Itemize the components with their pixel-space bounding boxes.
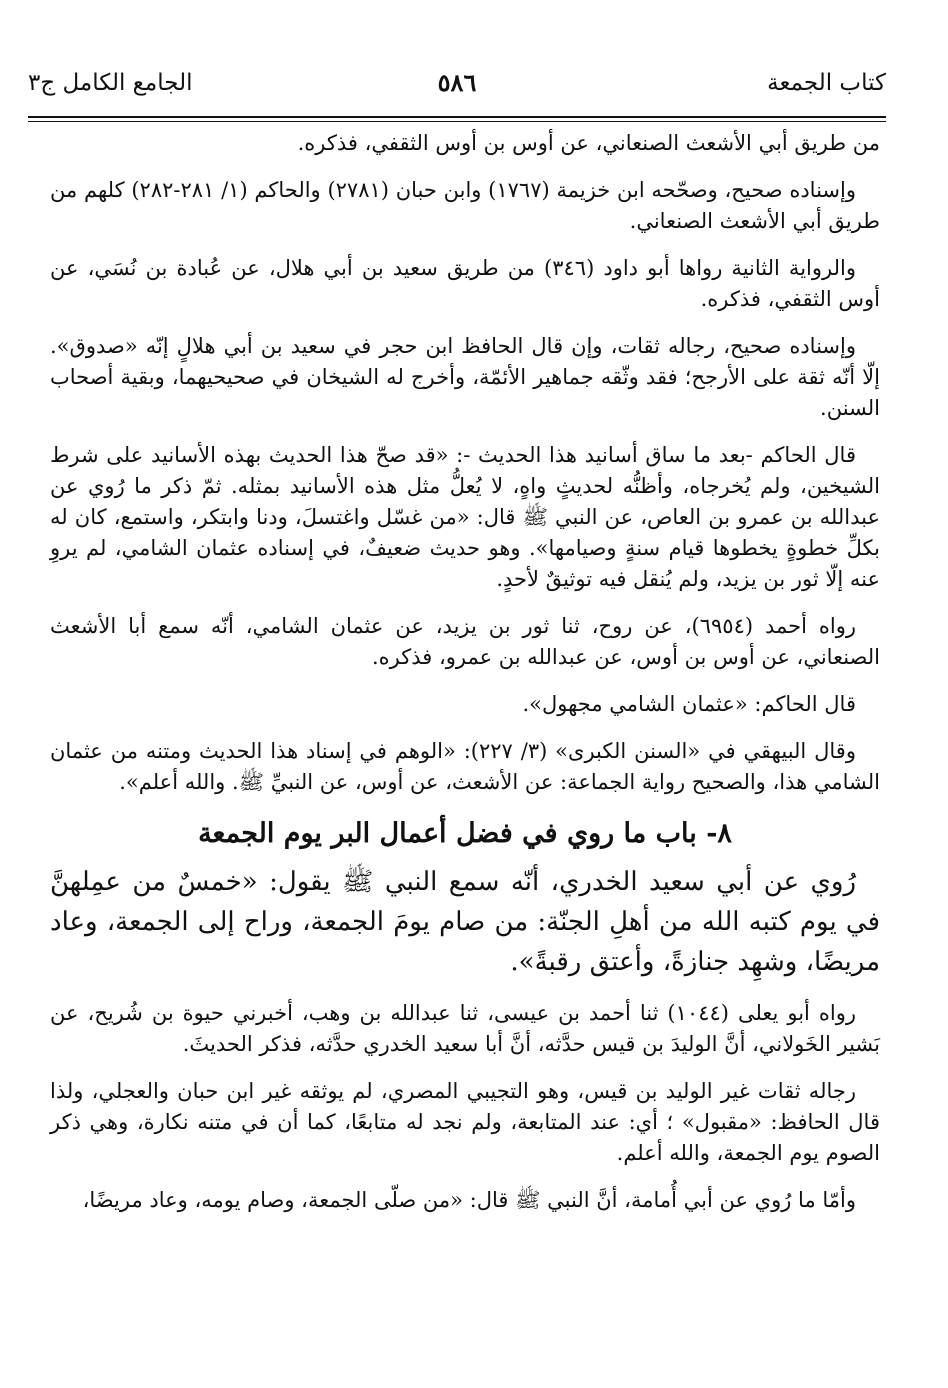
book-title: الجامع الكامل ج٣ (28, 70, 193, 96)
section-heading: ٨- باب ما روي في فضل أعمال البر يوم الجمعة (198, 818, 732, 849)
paragraph: وإسناده صحيح، رجاله ثقات، وإن قال الحافظ ابن حجر في سعيد بن أبي هلالٍ إنّه «صدوق». إلّا أنّه ثقة على الأرجح؛ فقد وثّقه جماهير الأئمّة، وأخرج له الشيخان في صحيحيهما، وبقية أصحاب السنن. (50, 334, 880, 420)
paragraph: رواه أحمد (٦٩٥٤)، عن روح، ثنا ثور بن يزيد، عن عثمان الشامي، أنّه سمع أبا الأشعث الصنعاني، عن أوس بن أوس، عن عبدالله بن عمرو، فذكره. (50, 614, 880, 669)
paragraph: قال الحاكم: «عثمان الشامي مجهول». (522, 692, 856, 716)
hadith-text: رُوي عن أبي سعيد الخدري، أنّه سمع النبي ﷺ يقول: «خمسٌ من عمِلهنَّ في يوم كتبه الله من أهلِ الجنّة: من صام يومَ الجمعة، وراح إلى الجمعة، وعاد مريضًا، وشهِد جنازةً، وأعتق رقبةً». (50, 867, 880, 977)
paragraph: قال الحاكم -بعد ما ساق أسانيد هذا الحديث -: «قد صحّ هذا الحديث بهذه الأسانيد على شرط الشيخين، ولم يُخرجاه، وأظنُّه لحديثٍ واهٍ، لا يُعلُّ مثل هذه الأسانيد بمثله. ثمّ ذكر ما رُوي عن عبدالله بن عمرو بن العاص، عن النبي ﷺ قال: «من غسّل واغتسلَ، ودنا وابتكر، واستمع، كان له بكلِّ خطوةٍ يخطوها قيام سنةٍ وصيامها». وهو حديث ضعيفٌ، في إسناده عثمان الشامي، لم يروِ عنه إلّا ثور بن يزيد، ولم يُنقل فيه توثيقٌ لأحدٍ. (50, 443, 880, 591)
paragraph: وإسناده صحيح، وصحّحه ابن خزيمة (١٧٦٧) وابن حبان (٢٧٨١) والحاكم (١/ ٢٨١-٢٨٢) كلهم من طريق أبي الأشعث الصنعاني. (50, 178, 880, 233)
paragraph: من طريق أبي الأشعث الصنعاني، عن أوس بن أوس الثقفي، فذكره. (297, 131, 880, 155)
chapter-title: كتاب الجمعة (767, 70, 886, 96)
paragraph: رجاله ثقات غير الوليد بن قيس، وهو التجيبي المصري، لم يوثقه غير ابن حبان والعجلي، ولذا قال الحافظ: «مقبول» ؛ أي: عند المتابعة، ولم نجد له متابعًا، كما أن في متنه نكارة، وهي ذكر الصوم يوم الجمعة، والله أعلم. (50, 1079, 880, 1165)
header-rule-thin (28, 121, 886, 122)
paragraph: وقال البيهقي في «السنن الكبرى» (٣/ ٢٢٧): «الوهم في إسناد هذا الحديث ومتنه من عثمان الشامي هذا، والصحيح رواية الجماعة: عن الأشعث، عن أوس، عن النبيِّ ﷺ. والله أعلم». (50, 739, 880, 794)
paragraph: والرواية الثانية رواها أبو داود (٣٤٦) من طريق سعيد بن أبي هلال، عن عُبادة بن نُسَي، عن أوس الثقفي، فذكره. (50, 256, 880, 311)
page-number: ٥٨٦ (437, 68, 477, 97)
body-text (50, 128, 880, 1232)
paragraph: وأمّا ما رُوي عن أبي أُمامة، أنَّ النبي ﷺ قال: «من صلّى الجمعة، وصام يومه، وعاد مريضًا، (82, 1188, 856, 1212)
paragraph: رواه أبو يعلى (١٠٤٤) ثنا أحمد بن عيسى، ثنا عبدالله بن وهب، أخبرني حيوة بن شُريح، عن بَشير الخَولاني، أنَّ الوليدَ بن قيس حدَّثه، أنَّ أبا سعيد الخدري حدَّثه، فذكر الحديثَ. (50, 1001, 880, 1056)
running-header (28, 64, 886, 114)
header-rule-thick (28, 116, 886, 118)
